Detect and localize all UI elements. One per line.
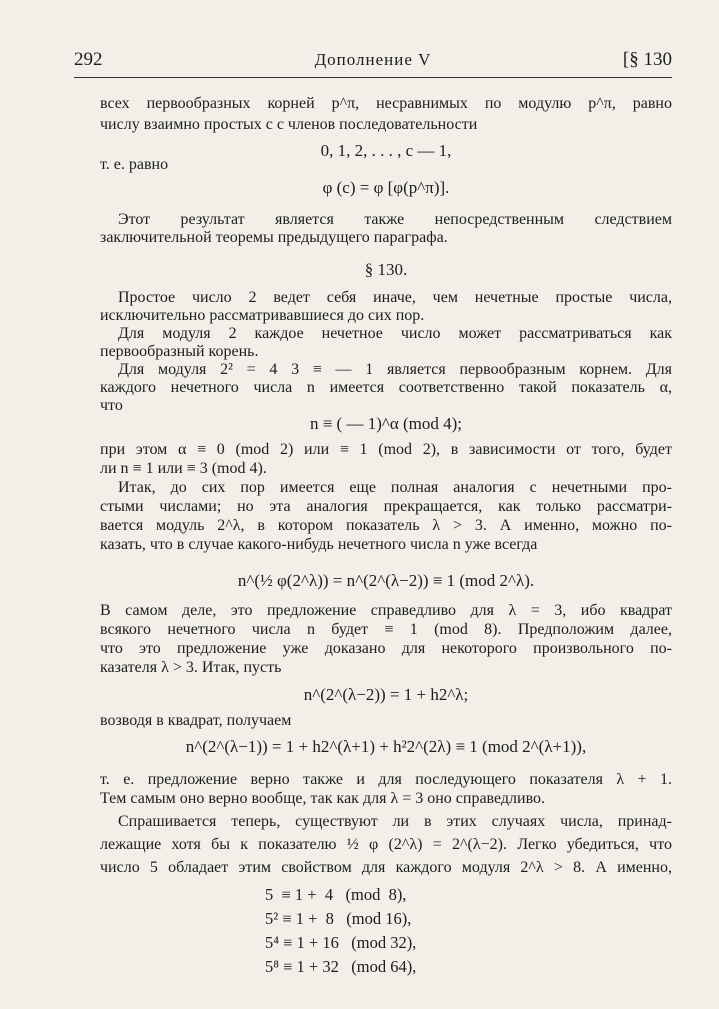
text-line: т. е. равно	[100, 156, 169, 173]
text-line: возводя в квадрат, получаем	[100, 712, 292, 729]
text-line: заключительной теоремы предыдущего параграфа.	[100, 229, 448, 246]
text-line: казателя λ > 3. Итак, пусть	[100, 659, 282, 676]
congruence-row: 5⁴ ≡ 1 + 16 (mod 32),	[265, 933, 417, 952]
text-line: т. е. предложение верно также и для последующего показателя λ + 1.	[100, 771, 672, 788]
text-line: Тем самым оно верно вообще, так как для λ = 3 оно справедливо.	[100, 790, 546, 807]
congruence-row: 5² ≡ 1 + 8 (mod 16),	[265, 909, 412, 928]
text-line: Спрашивается теперь, существуют ли в этих случаях числа, принад-	[118, 813, 672, 830]
text-line: всякого нечетного числа n будет ≡ 1 (mod 8). Предположим далее,	[100, 621, 672, 638]
phi-formula: φ (c) = φ [φ(p^π)].	[322, 178, 450, 197]
text-line: Этот результат является также непосредственным следствием	[118, 211, 672, 228]
header-section: [§ 130	[622, 49, 672, 70]
text-line: первообразный корень.	[100, 343, 259, 360]
text-line: Итак, до сих пор имеется еще полная аналогия с нечетными про-	[118, 479, 672, 496]
header-rule	[74, 77, 672, 78]
text-line: что это предложение уже доказано для некоторого произвольного по-	[100, 640, 672, 657]
text-line: Для модуля 2 каждое нечетное число может рассматриваться как	[118, 325, 672, 342]
main-formula: n^(½ φ(2^λ)) = n^(2^(λ−2)) ≡ 1 (mod 2^λ).	[237, 571, 535, 590]
section-title: § 130.	[364, 260, 408, 279]
text-line: стыми числами; но эта аналогия прекращается, как только рассматри-	[100, 498, 672, 515]
sequence-formula: 0, 1, 2, . . . , c — 1,	[320, 141, 452, 160]
header-title: Дополнение V	[314, 50, 432, 69]
text-line: В самом деле, это предложение справедливо для λ = 3, ибо квадрат	[100, 602, 672, 619]
text-line: число 5 обладает этим свойством для каждого модуля 2^λ > 8. А именно,	[100, 859, 672, 876]
formula-square: n^(2^(λ−1)) = 1 + h2^(λ+1) + h²2^(2λ) ≡ 1 (mod 2^(λ+1)),	[185, 737, 587, 756]
running-header	[74, 49, 672, 75]
formula-mod4: n ≡ ( — 1)^α (mod 4);	[309, 414, 463, 433]
text-line: ли n ≡ 1 или ≡ 3 (mod 4).	[100, 460, 267, 477]
text-line: Простое число 2 ведет себя иначе, чем нечетные простые числа,	[118, 289, 672, 306]
page-number: 292	[74, 49, 103, 70]
text-line: вается модуль 2^λ, в котором показатель λ > 3. А именно, можно по-	[100, 517, 672, 534]
text-line: казать, что в случае какого-нибудь нечетного числа n уже всегда	[100, 536, 538, 553]
text-line: числу взаимно простых с c членов последовательности	[100, 116, 478, 133]
text-line: что	[100, 397, 123, 414]
text-line: исключительно рассматривавшиеся до сих пор.	[100, 307, 425, 324]
text-line: Для модуля 2² = 4 3 ≡ — 1 является первообразным корнем. Для	[118, 361, 672, 378]
congruence-row: 5⁸ ≡ 1 + 32 (mod 64),	[265, 957, 417, 976]
text-line: лежащие хотя бы к показателю ½ φ (2^λ) = 2^(λ−2). Легко убедиться, что	[100, 836, 672, 853]
text-line: при этом α ≡ 0 (mod 2) или ≡ 1 (mod 2), в зависимости от того, будет	[100, 441, 672, 458]
text-line: всех первообразных корней p^π, несравнимых по модулю p^π, равно	[100, 95, 672, 112]
text-line: каждого нечетного числа n имеется соответственно такой показатель α,	[100, 379, 672, 396]
congruence-row: 5 ≡ 1 + 4 (mod 8),	[265, 885, 407, 904]
formula-h: n^(2^(λ−2)) = 1 + h2^λ;	[303, 685, 469, 704]
